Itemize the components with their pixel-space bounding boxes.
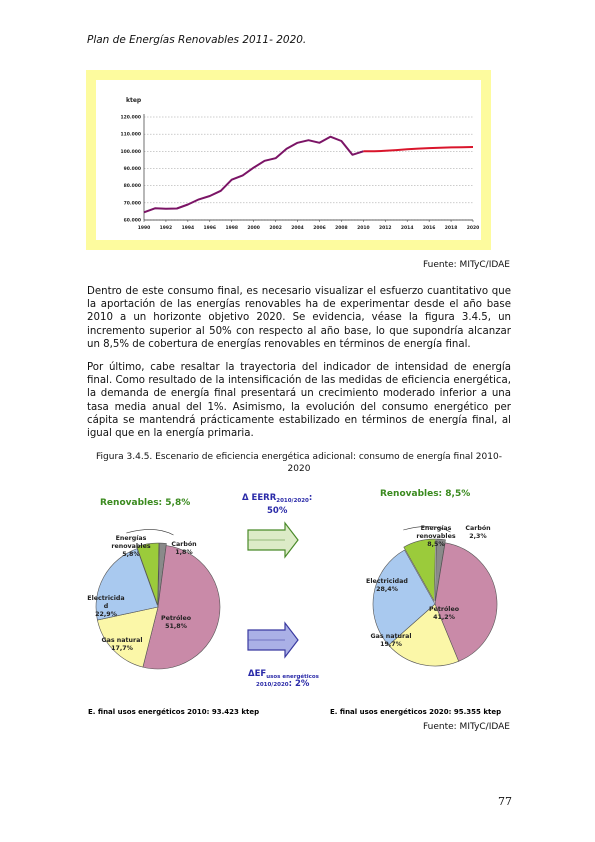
x-tick-label: 2018 [444, 226, 458, 231]
projection-series-line [363, 147, 473, 151]
slice-label: Electricida d 22,9% [87, 595, 125, 618]
y-tick-label: 70.000 [123, 201, 141, 207]
slice-label: Petróleo 41,2% [428, 606, 460, 621]
pie-figure [80, 480, 520, 722]
y-axis-unit-label: ktep [126, 97, 142, 104]
slice-label: Gas natural 19,7% [370, 633, 412, 648]
x-tick-label: 1992 [159, 226, 173, 231]
slice-label: Gas natural 17,7% [101, 637, 143, 652]
slice-label: Energías renovables 5,8% [111, 535, 151, 558]
pie-chart-2020 [366, 524, 497, 666]
final-energy-line-chart [96, 80, 481, 240]
eerr-colon: : [308, 493, 313, 503]
x-tick-label: 2010 [357, 226, 370, 231]
chart-frame [86, 70, 491, 250]
x-tick-label: 2000 [247, 226, 260, 231]
x-tick-label: 2004 [291, 226, 304, 231]
slice-label: Carbón 2,3% [465, 525, 491, 540]
y-tick-label: 90.000 [123, 167, 141, 172]
footer-2010: E. final usos energéticos 2010: 93.423 ktep [88, 708, 260, 716]
slice-label: Electricidad 28,4% [366, 578, 408, 593]
figure-caption [87, 452, 511, 475]
page-number: 77 [498, 795, 512, 808]
y-tick-label: 60.000 [123, 218, 141, 224]
x-tick-label: 1990 [137, 226, 151, 231]
slice-label: Carbón 1,8% [171, 541, 197, 556]
footer-2020: E. final usos energéticos 2020: 95.355 ktep [330, 708, 502, 716]
x-tick-label: 2014 [400, 226, 414, 231]
chart-area [96, 80, 481, 240]
eerr-value: 50% [267, 506, 288, 516]
slice-label: Petróleo 51,8% [160, 615, 192, 630]
source-note-2: Fuente: MITyC/IDAE [422, 722, 510, 732]
eerr-subscript: 2010/2020 [276, 498, 309, 504]
paragraph-2: Por último, cabe resaltar la trayectoria del indicador de intensidad de energía final. Como resultado de la intensificación de las medidas de eficiencia energética, la demanda de energía final presentará un crecimiento moderado inferior a una tasa media anual del 1%. Asimismo, la evolución del consumo energético per cápita se mantendrá prácticamente estabilizado en términos de energía final, al igual que en la energía primaria. [87, 362, 511, 440]
x-tick-label: 2006 [313, 226, 326, 231]
caption-line-2: 2020 [287, 463, 311, 474]
x-tick-label: 1998 [225, 226, 238, 231]
paragraph-1: Dentro de este consumo final, es necesario visualizar el esfuerzo cuantitativo que la aportación de las energías renovables ha de experimentar desde el año base 2010 a un horizonte objetivo 2020. Se evidencia, véase la figura 3.4.5, un incremento superior al 50% con respecto al año base, lo que supondría alcanzar un 8,5% de cobertura de energías renovables en términos de energía final. [87, 286, 511, 350]
ef-prefix: ΔEF [248, 669, 267, 679]
ef-value: : 2% [288, 679, 310, 689]
y-tick-label: 110.000 [120, 132, 141, 138]
renewables-2010-heading: Renovables: 5,8% [100, 498, 191, 508]
ef-label-2 [256, 679, 310, 689]
x-tick-label: 2016 [422, 226, 436, 231]
pie-chart-2010 [87, 529, 220, 669]
renewables-2020-heading: Renovables: 8,5% [380, 489, 471, 499]
eerr-prefix: Δ EERR [242, 493, 277, 503]
arrow-right-green [248, 523, 298, 557]
x-tick-label: 2002 [269, 226, 282, 231]
x-tick-label: 2020 [466, 226, 480, 231]
ef-subscript: usos energéticos [266, 674, 319, 680]
y-tick-label: 100.000 [120, 149, 141, 155]
y-tick-label: 120.000 [120, 115, 141, 121]
y-tick-label: 80.000 [123, 184, 141, 190]
slice-label: Energías renovables 8,5% [416, 525, 456, 548]
x-tick-label: 1994 [181, 226, 195, 231]
x-tick-label: 2012 [379, 226, 392, 231]
caption-line-1: Figura 3.4.5. Escenario de eficiencia energética adicional: consumo de energía final 2010- [96, 452, 502, 462]
arrow-right-blue [248, 623, 298, 657]
x-tick-label: 2008 [335, 226, 348, 231]
ef-subscript-2: 2010/2020 [256, 682, 289, 688]
source-note: Fuente: MITyC/IDAE [422, 260, 510, 270]
historical-series-line [144, 137, 363, 213]
x-tick-label: 1996 [203, 226, 217, 231]
running-header: Plan de Energías Renovables 2011- 2020. [87, 34, 307, 46]
eerr-label [242, 493, 312, 504]
